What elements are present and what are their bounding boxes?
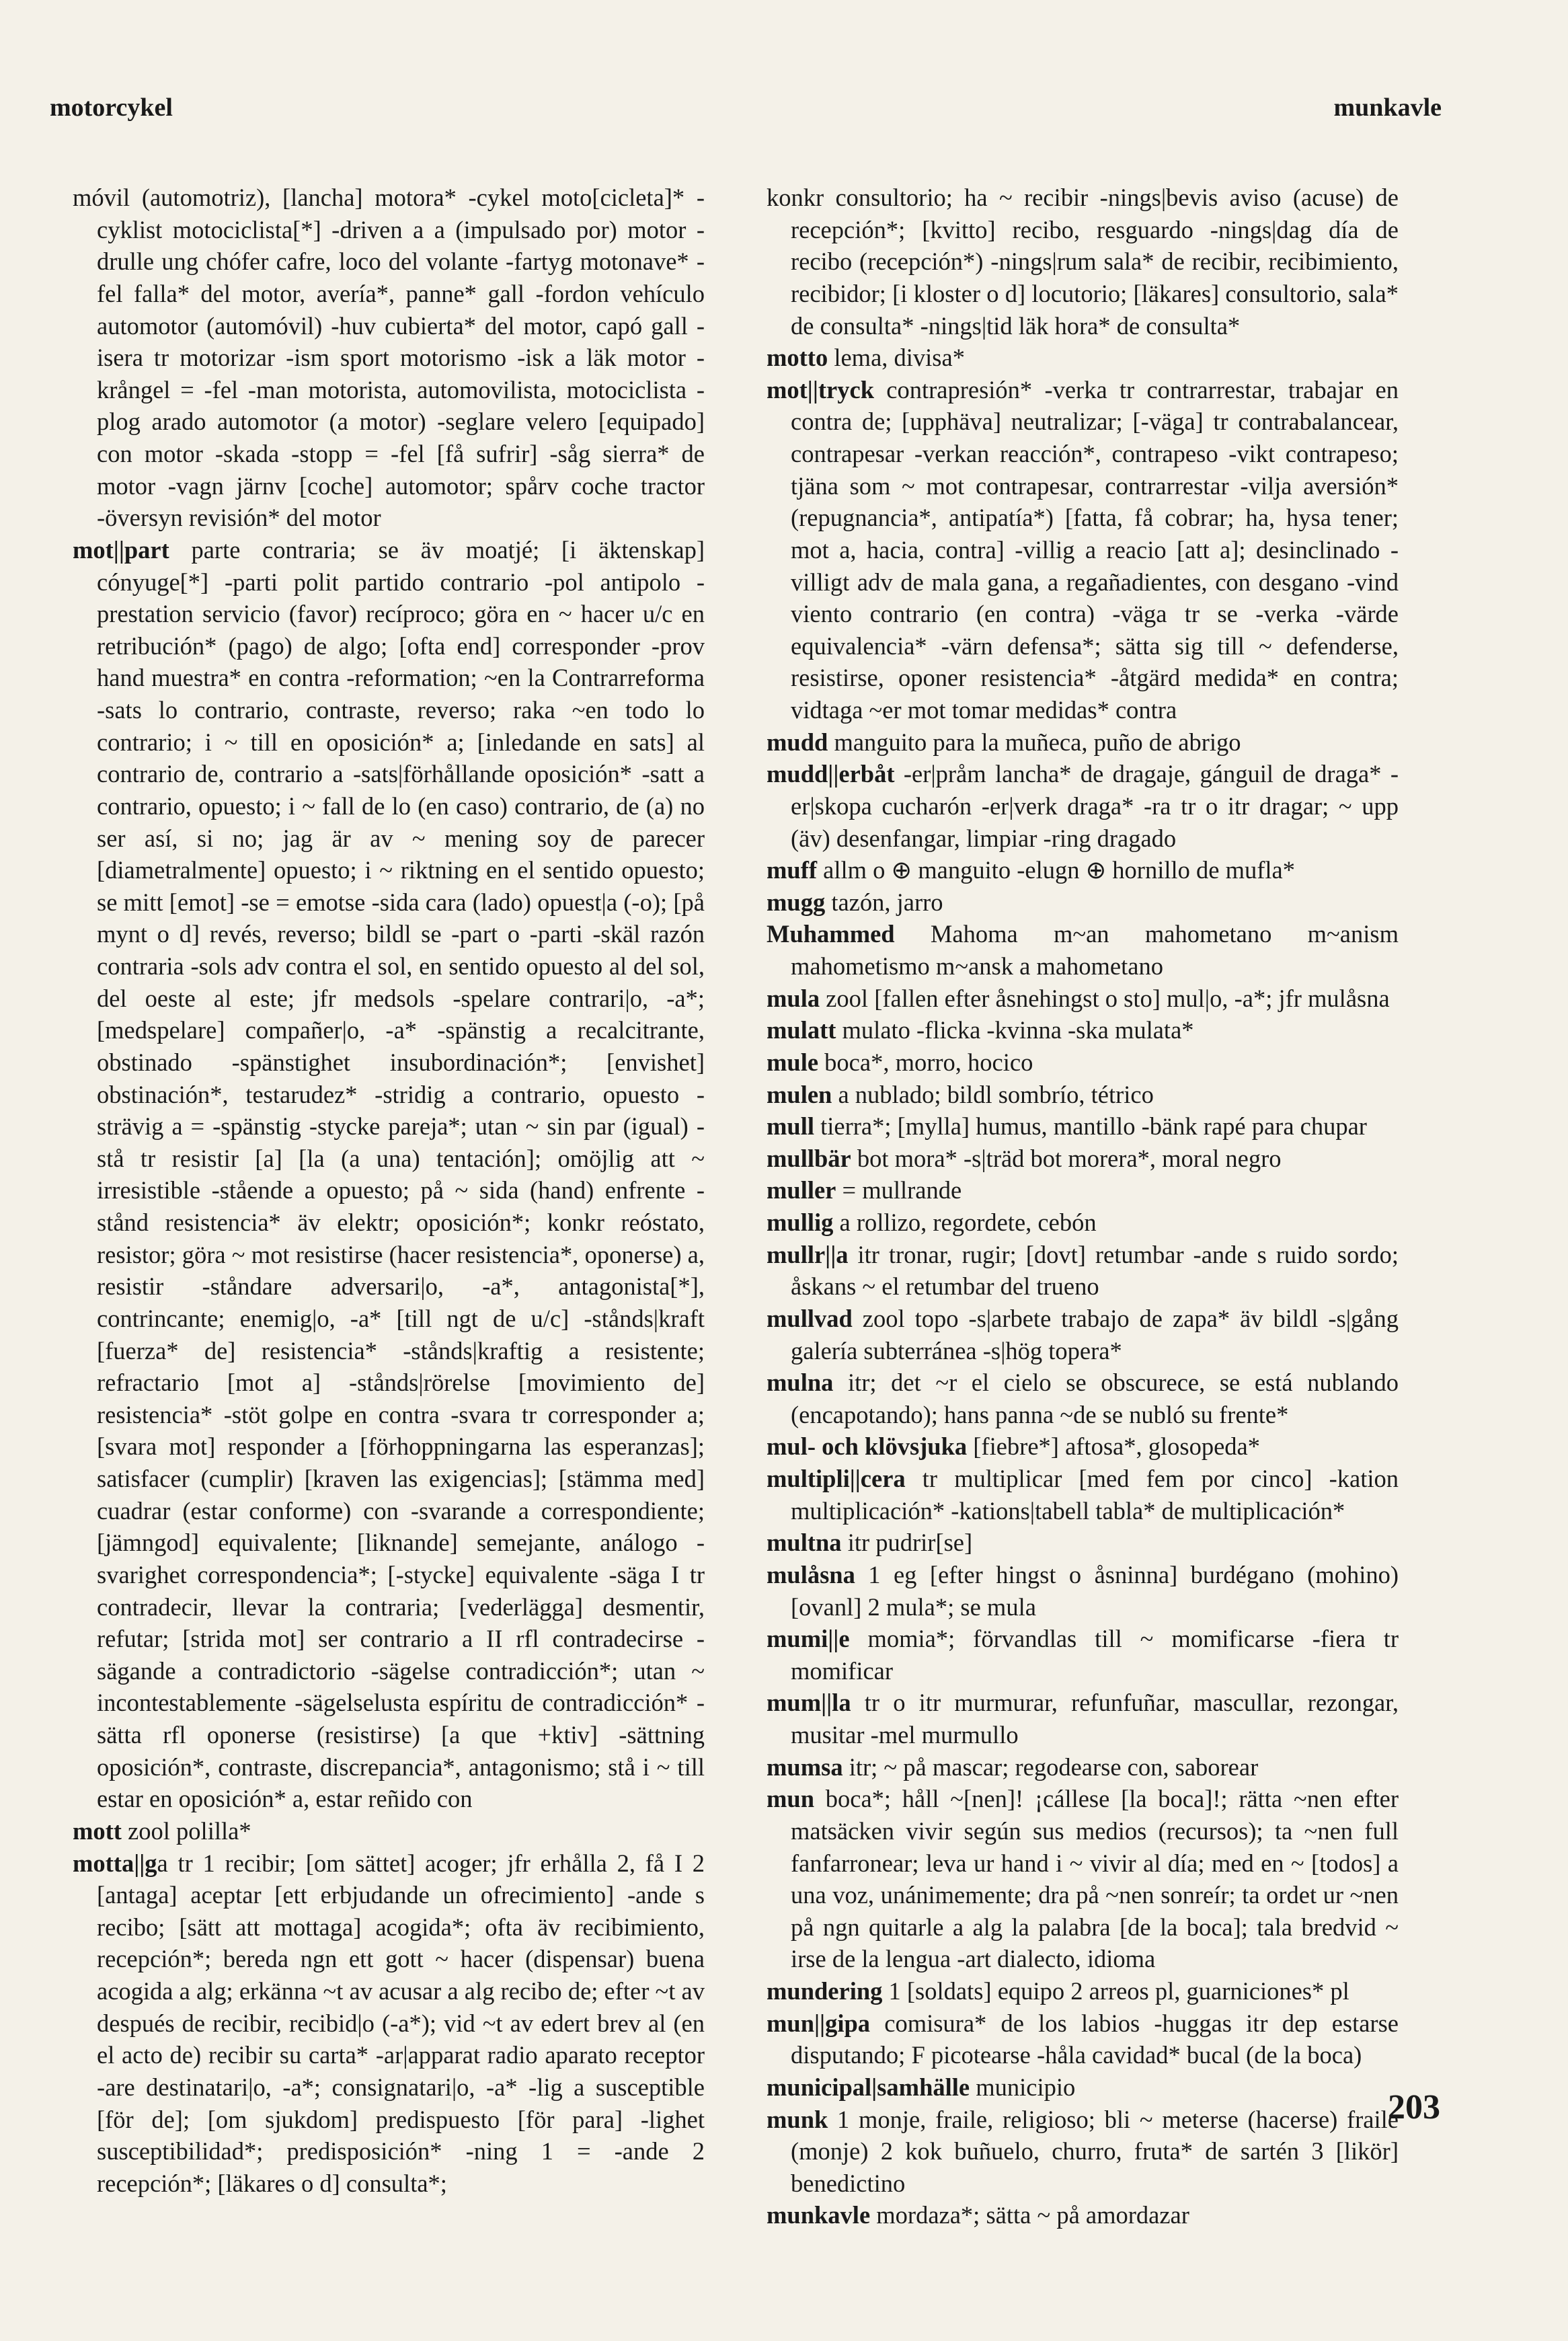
headword: mullig bbox=[767, 1208, 834, 1236]
entry-text: Mahoma m~an mahometano m~anism mahometismo m~ansk a mahometano bbox=[791, 920, 1399, 980]
headword: mudd||erbåt bbox=[767, 760, 895, 788]
headword: mul- och klövsjuka bbox=[767, 1432, 968, 1461]
dictionary-entry bbox=[767, 182, 1399, 342]
headword: multna bbox=[767, 1529, 842, 1557]
dictionary-entry bbox=[767, 1079, 1399, 1111]
entry-text: a tr 1 recibir; [om sättet] acoger; jfr erhålla 2, få I 2 [antaga] aceptar [ett erbjudande un ofrecimiento] -ande s recibo; [sätt att mottaga] acogida*; ofta äv recibimiento, recepción*; bereda ngn ett gott ~ hacer (dispensar) buena acogida a alg; erkänna ~t av acusar a alg recibo de; efter ~t av después de recibir, recibid|o (-a*); vid ~t av edert brev al (en el acto de) recibir su carta* -ar|apparat radio aparato receptor -are destinatari|o, -a*; consignatari|o, -a* -lig a susceptible [för de]; [om sjukdom] predispuesto [för para] -lighet susceptibilidad*; predisposición* -ning 1 = -ande 2 recepción*; [läkares o d] consulta*; bbox=[97, 1849, 705, 2197]
headword: mula bbox=[767, 984, 820, 1012]
headword: mot||part bbox=[73, 535, 169, 564]
dictionary-entry bbox=[767, 1751, 1399, 1783]
headword: mudd bbox=[767, 728, 828, 756]
dictionary-entry bbox=[767, 1623, 1399, 1687]
entry-text: bot mora* -s|träd bot morera*, moral negro bbox=[851, 1144, 1282, 1172]
entry-text: contrapresión* -verka tr contrarrestar, trabajar en contra de; [upphäva] neutralizar; [-väga] tr contrabalancear, contrapesar -verkan reacción*, contrapeso -vikt contrapeso; tjäna som ~ mot contrapesar, contrarrestar -vilja aversión* (repugnancia*, antipatía*) [fatta, få cobrar; ha, hysa tener; mot a, hacia, contra] -villig a reacio [att a]; desinclinado -villigt adv de mala gana, a regañadientes, con desgano -vind viento contrario (en contra) -väga tr se -verka -värde equivalencia* -värn defensa*; sätta sig till ~ defenderse, resistirse, oponer resistencia* -åtgärd medida* en contra; vidtaga ~er mot tomar medidas* contra bbox=[791, 375, 1399, 724]
headword: muff bbox=[767, 856, 818, 884]
headword: mulna bbox=[767, 1369, 834, 1397]
entry-text: lema, divisa* bbox=[828, 344, 965, 372]
headword: mun||gipa bbox=[767, 2009, 871, 2037]
headword: mulen bbox=[767, 1080, 832, 1108]
headword: mum||la bbox=[767, 1689, 851, 1717]
headword: mulåsna bbox=[767, 1560, 855, 1588]
dictionary-entry bbox=[767, 886, 1399, 919]
dictionary-entry bbox=[767, 758, 1399, 854]
dictionary-entry bbox=[767, 2104, 1399, 2200]
headword: mull bbox=[767, 1112, 814, 1141]
entry-text: mulato -flicka -kvinna -ska mulata* bbox=[836, 1016, 1194, 1044]
dictionary-entry bbox=[767, 1975, 1399, 2007]
dictionary-entry bbox=[767, 1143, 1399, 1175]
dictionary-entry bbox=[767, 1174, 1399, 1206]
entry-text: = mullrande bbox=[836, 1176, 962, 1204]
left-guide-word: motorcykel bbox=[50, 93, 173, 122]
entry-text: 1 [soldats] equipo 2 arreos pl, guarniciones* pl bbox=[882, 1977, 1349, 2005]
entry-text: a rollizo, regordete, cebón bbox=[833, 1208, 1097, 1236]
dictionary-entry bbox=[767, 1303, 1399, 1367]
entry-text: [fiebre*] aftosa*, glosopeda* bbox=[967, 1432, 1260, 1461]
entry-text: 1 eg [efter hingst o åsninna] burdégano (mohino) [ovanl] 2 mula*; se mula bbox=[791, 1560, 1399, 1621]
headword: mundering bbox=[767, 1977, 883, 2005]
entry-text: tazón, jarro bbox=[825, 888, 943, 916]
dictionary-entry bbox=[767, 918, 1399, 982]
entry-text: tr o itr murmurar, refunfuñar, mascullar, rezongar, musitar -mel murmullo bbox=[791, 1689, 1399, 1749]
headword: mullr||a bbox=[767, 1240, 849, 1268]
dictionary-entry bbox=[767, 1367, 1399, 1430]
dictionary-entry bbox=[767, 1783, 1399, 1975]
entry-text: a nublado; bildl sombrío, tétrico bbox=[832, 1080, 1154, 1108]
entry-text: móvil (automotriz), [lancha] motora* -cykel moto[cicleta]* -cyklist motociclista[*] -driven a a (impulsado por) motor -drulle ung chófer cafre, loco del volante -fartyg motonave* -fel falla* del motor, avería*, panne* gall -fordon vehículo automotor (automóvil) -huv cubierta* del motor, capó gall -isera tr motorizar -ism sport motorismo -isk a läk motor -krångel = -fel -man motorista, automovilista, motociclista -plog arado automotor (a motor) -seglare velero [equipado] con motor -skada -stopp = -fel [få sufrir] -såg sierra* de motor -vagn järnv [coche] automotor; spårv coche tractor -översyn revisión* del motor bbox=[73, 184, 705, 532]
entry-text: boca*, morro, hocico bbox=[818, 1048, 1033, 1076]
right-guide-word: munkavle bbox=[1333, 93, 1442, 122]
dictionary-entry bbox=[73, 534, 705, 1815]
dictionary-entry bbox=[767, 1559, 1399, 1623]
dictionary-entry bbox=[767, 342, 1399, 374]
dictionary-entry bbox=[767, 983, 1399, 1015]
dictionary-entry bbox=[767, 726, 1399, 759]
headword: mun bbox=[767, 1785, 815, 1813]
dictionary-entry bbox=[73, 1815, 705, 1847]
headword: mott bbox=[73, 1816, 122, 1845]
headword: muller bbox=[767, 1176, 836, 1204]
dictionary-entry bbox=[767, 2071, 1399, 2104]
dictionary-entry bbox=[767, 1687, 1399, 1751]
dictionary-entry bbox=[767, 1463, 1399, 1527]
dictionary-entry bbox=[767, 1527, 1399, 1559]
entry-text: momia*; förvandlas till ~ momificarse -fiera tr momificar bbox=[791, 1625, 1399, 1685]
right-column bbox=[767, 182, 1399, 2229]
headword: motta||g bbox=[73, 1849, 157, 1877]
entry-text: zool [fallen efter åsnehingst o sto] mul|o, -a*; jfr mulåsna bbox=[820, 984, 1390, 1012]
headword: Muhammed bbox=[767, 920, 895, 948]
headword: mumi||e bbox=[767, 1625, 850, 1653]
entry-text: konkr consultorio; ha ~ recibir -nings|bevis aviso (acuse) de recepción*; [kvitto] recibo, resguardo -nings|dag día de recibo (recepción*) -nings|rum sala* de recibir, recibimiento, recibidor; [i kloster o d] locutorio; [läkares] consultorio, sala* de consulta* -nings|tid läk hora* de consulta* bbox=[767, 184, 1399, 340]
headword: munk bbox=[767, 2105, 828, 2133]
entry-text: mordaza*; sätta ~ på amordazar bbox=[870, 2201, 1189, 2229]
entry-text: 1 monje, fraile, religioso; bli ~ meterse (hacerse) fraile (monje) 2 kok buñuelo, churro, fruta* de sartén 3 [likör] benedictino bbox=[791, 2105, 1399, 2197]
headword: mot||tryck bbox=[767, 375, 874, 404]
left-column bbox=[73, 182, 705, 2197]
headword: mumsa bbox=[767, 1753, 843, 1781]
dictionary-entry bbox=[767, 1110, 1399, 1143]
headword: mullvad bbox=[767, 1304, 853, 1332]
dictionary-entry bbox=[767, 1239, 1399, 1303]
page-header bbox=[0, 93, 1568, 133]
entry-text: parte contraria; se äv moatjé; [i äktenskap] cónyuge[*] -parti polit partido contrario -pol antipolo -prestation servicio (favor) recíproco; göra en ~ hacer u/c en retribución* (pago) de algo; [ofta end] corresponder -prov hand muestra* en contra -reformation; ~en la Contrarreforma -sats lo contrario, contraste, reverso; raka ~en todo lo contrario; i ~ till en oposición* a; [inledande en sats] al contrario de, contrario a -sats|förhållande oposición* -satt a contrario, opuesto; i ~ fall de lo (en caso) contrario, de (a) no ser así, si no; jag är av ~ mening soy de parecer [diametralmente] opuesto; i ~ riktning en el sentido opuesto; se mitt [emot] -se = emotse -sida cara (lado) opuest|a (-o); [på mynt o d] revés, reverso; bildl se -part o -parti -skäl razón contraria -sols adv contra el sol, en sentido opuesto al del sol, del oeste al este; jfr medsols -spelare contrari|o, -a*; [medspelare] compañer|o, -a* -spänstig a recalcitrante, obstinado -spänstighet insubordinación*; [envishet] obstinación*, testarudez* -stridig a contrario, opuesto -strävig a = -spänstig -stycke pareja*; utan ~ sin par (igual) -stå tr resistir [a] [la (a una) tentación]; omöjlig att ~ irresistible -stående a opuesto; på ~ sida (hand) enfrente -stånd resistencia* äv elektr; oposición*; konkr reóstato, resistor; göra ~ mot resistirse (hacer resistencia*, oponerse) a, resistir -ståndare adversari|o, -a*, antagonista[*], contrincante; enemig|o, -a* [till ngt de u/c] -stånds|kraft [fuerza* de] resistencia* -stånds|kraftig a resistente; refractario [mot a] -stånds|rörelse [movimiento de] resistencia* -stöt golpe en contra -svara tr corresponder a; [svara mot] responder a [förhoppningarna las esperanzas]; satisfacer (cumplir) [kraven las exigencias]; [stämma med] cuadrar (estar conforme) con -svarande a correspondiente; [jämngod] equivalente; [liknande] semejante, análogo -svarighet correspondencia*; [-stycke] equivalente -säga I tr contradecir, llevar la contraria; [vederlägga] desmentir, refutar; [strida mot] ser contrario a II rfl contradecirse -sägande a contradictorio -sägelse contradicción*; utan ~ incontestablemente -sägelselusta espíritu de contradicción* -sätta rfl oponerse (resistirse) [a que +ktiv] -sättning oposición*, contraste, discrepancia*, antagonismo; stå i ~ till estar en oposición* a, estar reñido con bbox=[97, 535, 705, 1813]
entry-text: itr; ~ på mascar; regodearse con, saborear bbox=[842, 1753, 1259, 1781]
dictionary-entry bbox=[73, 1847, 705, 2200]
entry-text: itr; det ~r el cielo se obscurece, se está nublando (encapotando); hans panna ~de se nubló su frente* bbox=[791, 1369, 1399, 1428]
dictionary-entry bbox=[767, 1014, 1399, 1046]
entry-text: itr tronar, rugir; [dovt] retumbar -ande s ruido sordo; åskans ~ el retumbar del trueno bbox=[791, 1240, 1399, 1301]
headword: munkavle bbox=[767, 2201, 871, 2229]
entry-text: allm o ⊕ manguito -elugn ⊕ hornillo de mufla* bbox=[817, 856, 1295, 884]
headword: mule bbox=[767, 1048, 819, 1076]
headword: motto bbox=[767, 344, 828, 372]
entry-text: tr multiplicar [med fem por cinco] -kation multiplicación* -kations|tabell tabla* de multiplicación* bbox=[791, 1465, 1399, 1525]
entry-text: -er|pråm lancha* de dragaje, gánguil de draga* -er|skopa cucharón -er|verk draga* -ra tr o itr dragar; ~ upp (äv) desenfangar, limpiar -ring dragado bbox=[791, 760, 1399, 852]
dictionary-entry bbox=[73, 182, 705, 534]
headword: municipal|samhälle bbox=[767, 2073, 970, 2101]
entry-text: zool topo -s|arbete trabajo de zapa* äv bildl -s|gång galería subterránea -s|hög topera* bbox=[791, 1304, 1399, 1365]
headword: mullbär bbox=[767, 1144, 851, 1172]
headword: multipli||cera bbox=[767, 1465, 906, 1492]
entry-text: municipio bbox=[970, 2073, 1076, 2101]
headword: mugg bbox=[767, 888, 826, 916]
page-number: 203 bbox=[1388, 2088, 1440, 2126]
dictionary-entry bbox=[767, 1046, 1399, 1079]
entry-text: comisura* de los labios -huggas itr dep estarse disputando; F picotearse -håla cavidad* bucal (de la boca) bbox=[791, 2009, 1399, 2069]
entry-text: manguito para la muñeca, puño de abrigo bbox=[828, 728, 1241, 756]
headword: mulatt bbox=[767, 1016, 836, 1044]
dictionary-entry bbox=[767, 2007, 1399, 2071]
entry-text: itr pudrir[se] bbox=[841, 1529, 973, 1557]
entry-text: tierra*; [mylla] humus, mantillo -bänk rapé para chupar bbox=[814, 1112, 1367, 1141]
entry-text: zool polilla* bbox=[121, 1816, 251, 1845]
dictionary-entry bbox=[767, 374, 1399, 726]
entry-text: boca*; håll ~[nen]! ¡cállese [la boca]!; rätta ~nen efter matsäcken vivir según sus medios (recursos); ta ~nen full fanfarronear; leva ur hand i ~ vivir al día; med en ~ [todos] a una voz, unánimemente; dra på ~nen sonreír; ta ordet ur ~nen på ngn quitarle a alg la palabra [de la boca]; tala bredvid ~ irse de la lengua -art dialecto, idioma bbox=[791, 1785, 1399, 1973]
dictionary-entry bbox=[767, 1206, 1399, 1239]
dictionary-entry bbox=[767, 1430, 1399, 1463]
dictionary-entry bbox=[767, 854, 1399, 886]
dictionary-entry bbox=[767, 2199, 1399, 2231]
